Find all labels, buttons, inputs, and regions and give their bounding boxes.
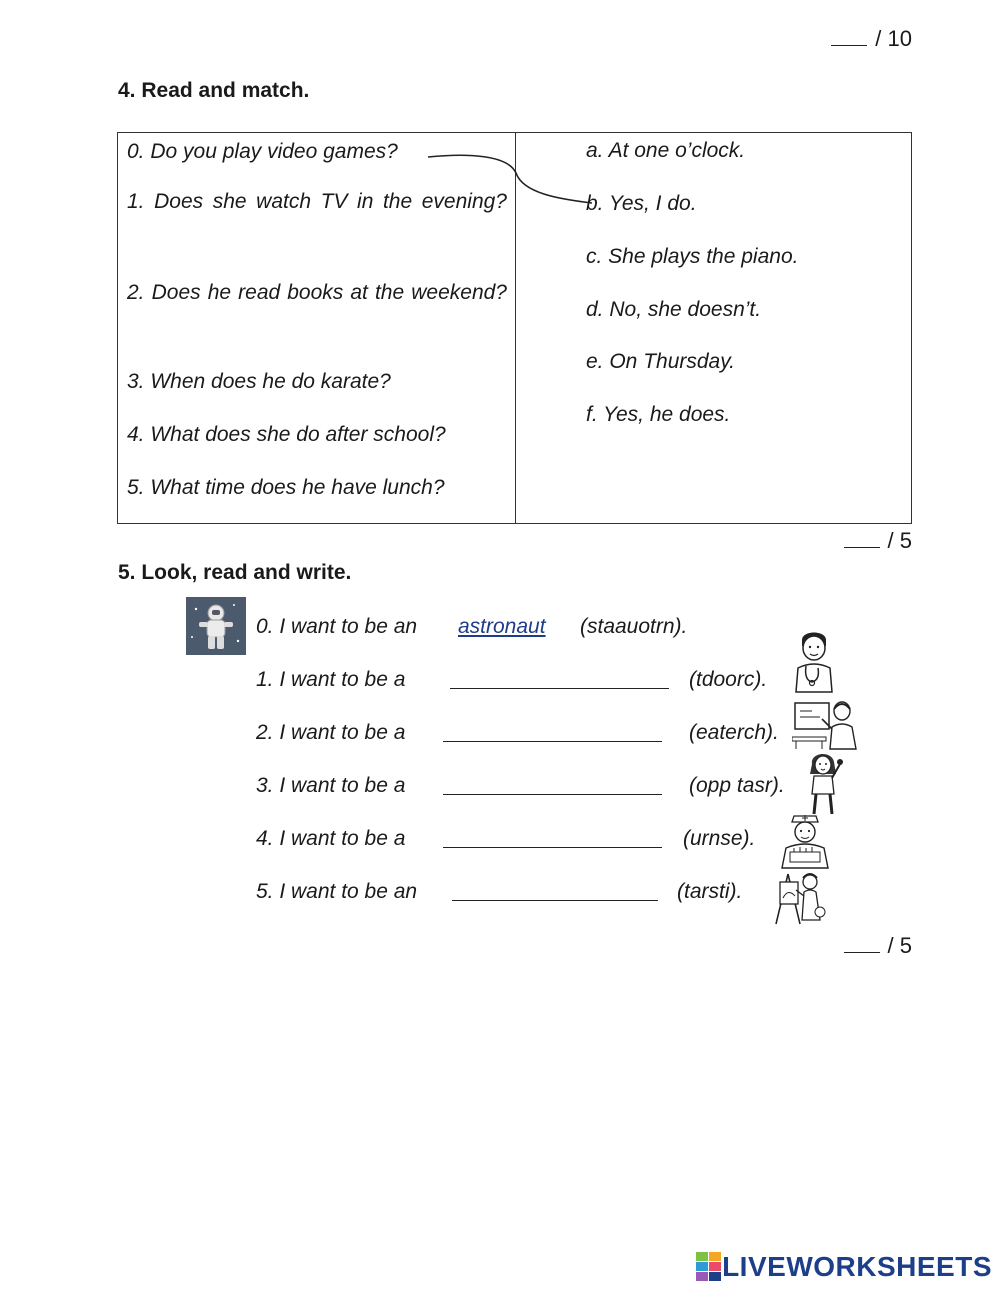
answer-a[interactable]: a. At one o’clock. bbox=[586, 139, 746, 162]
item-1-answer-field[interactable] bbox=[450, 687, 669, 689]
item-5-answer-field[interactable] bbox=[452, 899, 658, 901]
item-5-hint: (tarsti). bbox=[677, 880, 743, 903]
total-score bbox=[831, 26, 912, 52]
section4-heading: 4. Read and match. bbox=[118, 79, 310, 102]
item-4-prefix: 4. I want to be a bbox=[256, 827, 406, 850]
nurse-icon bbox=[776, 812, 834, 870]
item-3-answer-field[interactable] bbox=[443, 793, 662, 795]
total-score-label: / 10 bbox=[875, 26, 912, 51]
table-divider bbox=[515, 133, 516, 523]
item-5-prefix: 5. I want to be an bbox=[256, 880, 418, 903]
item-4-hint: (urnse). bbox=[683, 827, 756, 850]
liveworksheets-logo-icon bbox=[696, 1252, 722, 1282]
astronaut-icon bbox=[186, 597, 246, 657]
item-2-hint: (eaterch). bbox=[689, 721, 779, 744]
item-1-prefix: 1. I want to be a bbox=[256, 668, 406, 691]
artist-icon bbox=[770, 868, 828, 926]
question-5: 5. What time does he have lunch? bbox=[127, 476, 445, 499]
teacher-icon bbox=[792, 697, 862, 751]
question-3: 3. When does he do karate? bbox=[127, 370, 391, 393]
section5-heading: 5. Look, read and write. bbox=[118, 561, 352, 584]
answer-e[interactable]: e. On Thursday. bbox=[586, 350, 736, 373]
item-3-hint: (opp tasr). bbox=[689, 774, 785, 797]
doctor-icon bbox=[790, 626, 838, 694]
answer-f[interactable]: f. Yes, he does. bbox=[586, 403, 731, 426]
section5-score-blank[interactable] bbox=[844, 934, 880, 953]
item-0-prefix: 0. I want to be an bbox=[256, 615, 418, 638]
item-0-answer[interactable]: astronaut bbox=[458, 615, 546, 638]
question-4: 4. What does she do after school? bbox=[127, 423, 446, 446]
total-score-blank[interactable] bbox=[831, 27, 867, 46]
item-0-hint: (staauotrn). bbox=[580, 615, 688, 638]
item-2-prefix: 2. I want to be a bbox=[256, 721, 406, 744]
question-1: 1. Does she watch TV in the evening? bbox=[127, 190, 507, 213]
question-2: 2. Does he read books at the weekend? bbox=[127, 281, 507, 304]
item-4-answer-field[interactable] bbox=[443, 846, 662, 848]
pop-star-icon bbox=[802, 750, 844, 816]
section4-score-label: / 5 bbox=[887, 528, 912, 553]
section5-score bbox=[844, 933, 912, 959]
liveworksheets-logo bbox=[696, 1251, 992, 1283]
section5-score-label: / 5 bbox=[887, 933, 912, 958]
item-1-hint: (tdoorc). bbox=[689, 668, 768, 691]
answer-b[interactable]: b. Yes, I do. bbox=[586, 192, 697, 215]
answer-d[interactable]: d. No, she doesn’t. bbox=[586, 298, 762, 321]
liveworksheets-logo-text: LIVEWORKSHEETS bbox=[722, 1251, 992, 1282]
item-2-answer-field[interactable] bbox=[443, 740, 662, 742]
item-3-prefix: 3. I want to be a bbox=[256, 774, 406, 797]
answer-c[interactable]: c. She plays the piano. bbox=[586, 245, 799, 268]
section4-score-blank[interactable] bbox=[844, 529, 880, 548]
question-0: 0. Do you play video games? bbox=[127, 140, 398, 163]
match-table bbox=[117, 132, 912, 524]
section4-score bbox=[844, 528, 912, 554]
